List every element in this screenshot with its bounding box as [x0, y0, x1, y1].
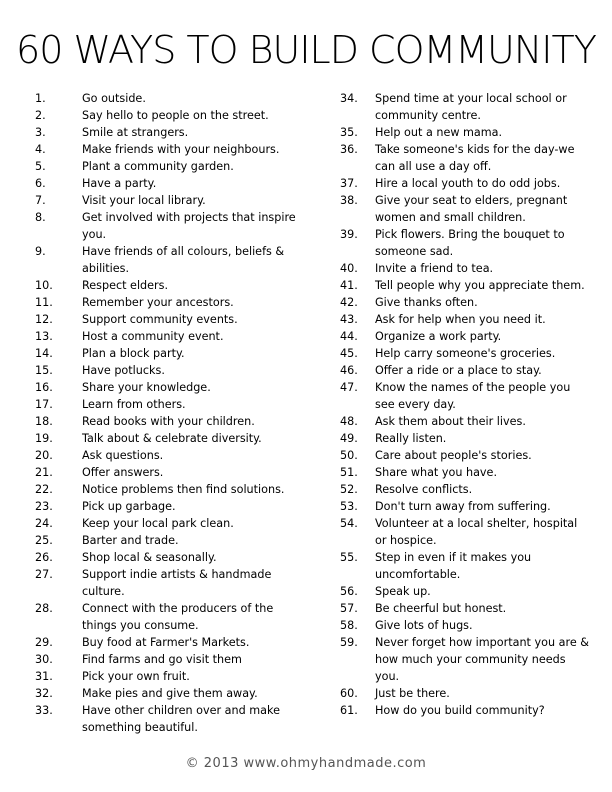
- item-text: Plan a block party.: [82, 347, 185, 360]
- item-number: 41.: [340, 279, 358, 292]
- item-text: Make friends with your neighbours.: [82, 143, 280, 156]
- item-number: 58.: [340, 619, 358, 632]
- list-item: [340, 141, 590, 175]
- item-text: Get involved with projects that inspire you.: [82, 211, 296, 241]
- list-item: [35, 464, 307, 481]
- list-item: [340, 549, 590, 583]
- item-number: 3.: [35, 126, 46, 139]
- list-item: [340, 362, 590, 379]
- item-number: 26.: [35, 551, 53, 564]
- item-number: 4.: [35, 143, 46, 156]
- item-text: Pick up garbage.: [82, 500, 176, 513]
- item-text: Ask them about their lives.: [375, 415, 526, 428]
- list-item: [35, 141, 307, 158]
- item-number: 37.: [340, 177, 358, 190]
- item-number: 10.: [35, 279, 53, 292]
- item-number: 18.: [35, 415, 53, 428]
- list-item: [340, 685, 590, 702]
- item-number: 15.: [35, 364, 53, 377]
- item-text: Go outside.: [82, 92, 146, 105]
- item-text: Connect with the producers of the things you consume.: [82, 602, 274, 632]
- list-item: [35, 498, 307, 515]
- list-item: [340, 447, 590, 464]
- item-number: 39.: [340, 228, 358, 241]
- item-text: Smile at strangers.: [82, 126, 189, 139]
- item-number: 49.: [340, 432, 358, 445]
- list-item: [35, 328, 307, 345]
- list-item: [340, 430, 590, 447]
- list-item: [340, 175, 590, 192]
- item-number: 53.: [340, 500, 358, 513]
- item-number: 24.: [35, 517, 53, 530]
- list-item: [35, 651, 307, 668]
- item-number: 13.: [35, 330, 53, 343]
- item-number: 56.: [340, 585, 358, 598]
- list-item: [340, 617, 590, 634]
- item-text: Don't turn away from suffering.: [375, 500, 551, 513]
- list-item: [35, 362, 307, 379]
- item-text: Buy food at Farmer's Markets.: [82, 636, 250, 649]
- item-number: 20.: [35, 449, 53, 462]
- list-item: [340, 192, 590, 226]
- list-item: [35, 209, 307, 243]
- list-item: [35, 481, 307, 498]
- item-text: Organize a work party.: [375, 330, 502, 343]
- item-number: 30.: [35, 653, 53, 666]
- item-text: Find farms and go visit them: [82, 653, 242, 666]
- item-number: 43.: [340, 313, 358, 326]
- item-text: Read books with your children.: [82, 415, 255, 428]
- item-text: Care about people's stories.: [375, 449, 532, 462]
- item-number: 52.: [340, 483, 358, 496]
- item-text: Help out a new mama.: [375, 126, 503, 139]
- list-item: [35, 345, 307, 362]
- list-item: [35, 107, 307, 124]
- item-text: Have potlucks.: [82, 364, 165, 377]
- list-item: [340, 481, 590, 498]
- item-number: 19.: [35, 432, 53, 445]
- list-item: [340, 498, 590, 515]
- item-number: 48.: [340, 415, 358, 428]
- item-number: 59.: [340, 636, 358, 649]
- item-text: Give lots of hugs.: [375, 619, 473, 632]
- list-item: [340, 328, 590, 345]
- item-number: 29.: [35, 636, 53, 649]
- item-text: Have a party.: [82, 177, 157, 190]
- item-number: 54.: [340, 517, 358, 530]
- item-number: 14.: [35, 347, 53, 360]
- item-text: Ask questions.: [82, 449, 164, 462]
- item-number: 7.: [35, 194, 46, 207]
- list-item: [35, 685, 307, 702]
- list-item: [340, 464, 590, 481]
- item-number: 50.: [340, 449, 358, 462]
- item-text: Pick your own fruit.: [82, 670, 190, 683]
- item-text: Resolve conflicts.: [375, 483, 473, 496]
- item-text: Support indie artists & handmade culture.: [82, 568, 272, 598]
- list-item: [340, 311, 590, 328]
- item-number: 33.: [35, 704, 53, 717]
- item-text: Really listen.: [375, 432, 447, 445]
- item-text: Never forget how important you are & how much your community needs you.: [375, 636, 589, 683]
- list-item: [340, 90, 590, 124]
- list-item: [35, 379, 307, 396]
- item-text: Plant a community garden.: [82, 160, 234, 173]
- list-item: [340, 345, 590, 362]
- list-item: [35, 192, 307, 209]
- item-text: Know the names of the people you see every day.: [375, 381, 571, 411]
- item-number: 17.: [35, 398, 53, 411]
- list-item: [35, 600, 307, 634]
- list-item: [35, 396, 307, 413]
- item-text: Respect elders.: [82, 279, 169, 292]
- item-text: Pick flowers. Bring the bouquet to someone sad.: [375, 228, 565, 258]
- item-number: 9.: [35, 245, 46, 258]
- item-text: Keep your local park clean.: [82, 517, 234, 530]
- item-text: Learn from others.: [82, 398, 186, 411]
- item-text: Be cheerful but honest.: [375, 602, 507, 615]
- item-number: 22.: [35, 483, 53, 496]
- item-number: 36.: [340, 143, 358, 156]
- list-item: [35, 158, 307, 175]
- list-item: [340, 634, 590, 685]
- copyright-footer[interactable]: © 2013 www.ohmyhandmade.com: [185, 756, 427, 771]
- list-item: [35, 634, 307, 651]
- item-text: Give thanks often.: [375, 296, 478, 309]
- item-number: 45.: [340, 347, 358, 360]
- item-text: Just be there.: [375, 687, 450, 700]
- item-number: 61.: [340, 704, 358, 717]
- list-item: [35, 294, 307, 311]
- item-text: Take someone's kids for the day-we can all use a day off.: [375, 143, 575, 173]
- item-number: 8.: [35, 211, 46, 224]
- list-item: [340, 600, 590, 617]
- list-item: [35, 413, 307, 430]
- item-number: 47.: [340, 381, 358, 394]
- list-item: [340, 124, 590, 141]
- item-number: 51.: [340, 466, 358, 479]
- list-item: [35, 532, 307, 549]
- item-number: 23.: [35, 500, 53, 513]
- list-item: [340, 413, 590, 430]
- list-item: [340, 702, 590, 719]
- item-text: Host a community event.: [82, 330, 224, 343]
- item-text: Hire a local youth to do odd jobs.: [375, 177, 561, 190]
- item-text: Shop local & seasonally.: [82, 551, 217, 564]
- item-text: How do you build community?: [375, 704, 545, 717]
- list-item: [35, 124, 307, 141]
- item-text: Help carry someone's groceries.: [375, 347, 556, 360]
- list-item: [340, 583, 590, 600]
- list-item: [35, 515, 307, 532]
- list-item: [340, 226, 590, 260]
- item-number: 1.: [35, 92, 46, 105]
- list-left-column: [35, 90, 307, 736]
- item-text: Share your knowledge.: [82, 381, 211, 394]
- list-item: [35, 549, 307, 566]
- list-item: [35, 175, 307, 192]
- item-number: 28.: [35, 602, 53, 615]
- item-text: Visit your local library.: [82, 194, 206, 207]
- item-number: 46.: [340, 364, 358, 377]
- item-number: 5.: [35, 160, 46, 173]
- item-number: 12.: [35, 313, 53, 326]
- list-item: [35, 447, 307, 464]
- list-right-column: [340, 90, 590, 719]
- list-item: [35, 277, 307, 294]
- list-item: [340, 515, 590, 549]
- item-number: 6.: [35, 177, 46, 190]
- item-number: 2.: [35, 109, 46, 122]
- list-item: [340, 294, 590, 311]
- item-text: Tell people why you appreciate them.: [375, 279, 585, 292]
- item-text: Make pies and give them away.: [82, 687, 258, 700]
- item-number: 11.: [35, 296, 53, 309]
- list-item: [35, 430, 307, 447]
- item-number: 42.: [340, 296, 358, 309]
- item-text: Barter and trade.: [82, 534, 179, 547]
- item-number: 57.: [340, 602, 358, 615]
- list-item: [340, 277, 590, 294]
- item-text: Offer a ride or a place to stay.: [375, 364, 542, 377]
- item-text: Share what you have.: [375, 466, 497, 479]
- list-item: [35, 311, 307, 328]
- item-number: 35.: [340, 126, 358, 139]
- item-text: Support community events.: [82, 313, 238, 326]
- list-item: [35, 566, 307, 600]
- item-number: 32.: [35, 687, 53, 700]
- item-text: Have other children over and make something beautiful.: [82, 704, 280, 734]
- item-text: Invite a friend to tea.: [375, 262, 494, 275]
- item-text: Notice problems then find solutions.: [82, 483, 285, 496]
- item-number: 25.: [35, 534, 53, 547]
- item-number: 31.: [35, 670, 53, 683]
- item-number: 27.: [35, 568, 53, 581]
- item-number: 38.: [340, 194, 358, 207]
- item-text: Step in even if it makes you uncomfortable.: [375, 551, 532, 581]
- item-number: 16.: [35, 381, 53, 394]
- item-text: Have friends of all colours, beliefs & abilities.: [82, 245, 285, 275]
- item-text: Remember your ancestors.: [82, 296, 234, 309]
- item-number: 40.: [340, 262, 358, 275]
- item-number: 34.: [340, 92, 358, 105]
- page-title: 60 WAYS TO BUILD COMMUNITY: [16, 28, 596, 72]
- list-item: [35, 668, 307, 685]
- item-number: 55.: [340, 551, 358, 564]
- list-item: [35, 90, 307, 107]
- item-text: Offer answers.: [82, 466, 164, 479]
- item-text: Speak up.: [375, 585, 431, 598]
- item-number: 60.: [340, 687, 358, 700]
- item-text: Volunteer at a local shelter, hospital or hospice.: [375, 517, 578, 547]
- list-item: [35, 702, 307, 736]
- item-text: Ask for help when you need it.: [375, 313, 546, 326]
- list-item: [340, 260, 590, 277]
- item-text: Spend time at your local school or community centre.: [375, 92, 567, 122]
- list-item: [35, 243, 307, 277]
- item-text: Say hello to people on the street.: [82, 109, 269, 122]
- list-item: [340, 379, 590, 413]
- item-text: Give your seat to elders, pregnant women and small children.: [375, 194, 568, 224]
- item-number: 21.: [35, 466, 53, 479]
- item-number: 44.: [340, 330, 358, 343]
- item-text: Talk about & celebrate diversity.: [82, 432, 262, 445]
